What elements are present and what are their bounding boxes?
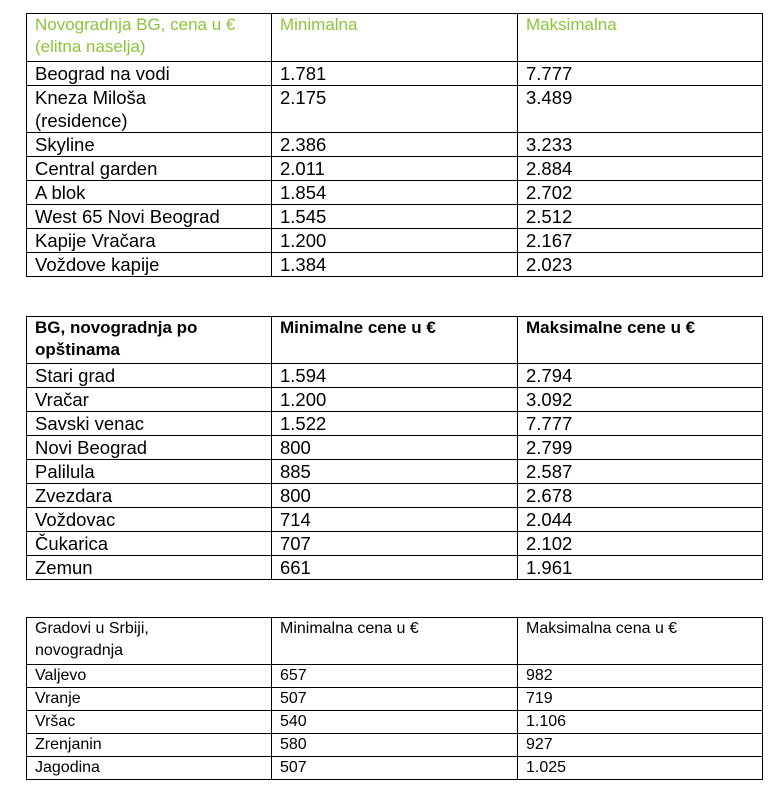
price-cell: 1.961 <box>518 556 763 580</box>
row-label: West 65 Novi Beograd <box>27 205 272 229</box>
row-label: Central garden <box>27 157 272 181</box>
price-cell: 800 <box>271 484 517 508</box>
column-header: Maksimalna <box>518 14 763 62</box>
row-label: Kneza Miloša (residence) <box>27 86 272 133</box>
price-cell: 3.092 <box>518 388 763 412</box>
price-cell: 507 <box>271 688 517 711</box>
price-cell: 1.781 <box>271 62 517 86</box>
table-row <box>27 388 763 412</box>
price-cell: 1.200 <box>271 388 517 412</box>
price-cell: 707 <box>271 532 517 556</box>
price-cell: 2.794 <box>518 364 763 388</box>
row-label: Čukarica <box>27 532 272 556</box>
table-header-row <box>27 618 763 665</box>
price-cell: 1.384 <box>271 253 517 277</box>
price-cell: 714 <box>271 508 517 532</box>
price-cell: 1.025 <box>518 757 763 780</box>
municipalities-table <box>26 316 763 580</box>
column-header: Maksimalne cene u € <box>518 317 763 364</box>
row-label: Vranje <box>27 688 272 711</box>
column-header: Minimalna cena u € <box>271 618 517 665</box>
price-cell: 7.777 <box>518 412 763 436</box>
price-cell: 3.233 <box>518 133 763 157</box>
price-cell: 1.545 <box>271 205 517 229</box>
table-row <box>27 484 763 508</box>
table-row <box>27 181 763 205</box>
row-label: Vršac <box>27 711 272 734</box>
price-cell: 2.512 <box>518 205 763 229</box>
row-label: Savski venac <box>27 412 272 436</box>
table-row <box>27 556 763 580</box>
price-cell: 7.777 <box>518 62 763 86</box>
column-header: Minimalna <box>271 14 517 62</box>
row-label: A blok <box>27 181 272 205</box>
price-cell: 1.854 <box>271 181 517 205</box>
row-label: Stari grad <box>27 364 272 388</box>
price-cell: 927 <box>518 734 763 757</box>
elite-neighborhoods-table <box>26 13 763 277</box>
table-row <box>27 86 763 133</box>
table-row <box>27 711 763 734</box>
table-row <box>27 157 763 181</box>
price-cell: 2.799 <box>518 436 763 460</box>
price-cell: 2.167 <box>518 229 763 253</box>
price-cell: 2.678 <box>518 484 763 508</box>
price-cell: 540 <box>271 711 517 734</box>
price-cell: 507 <box>271 757 517 780</box>
price-cell: 2.175 <box>271 86 517 133</box>
table-row <box>27 508 763 532</box>
table-header-row <box>27 14 763 62</box>
row-label: Zemun <box>27 556 272 580</box>
price-cell: 661 <box>271 556 517 580</box>
price-cell: 3.489 <box>518 86 763 133</box>
table-row <box>27 532 763 556</box>
row-label: Zvezdara <box>27 484 272 508</box>
price-cell: 2.044 <box>518 508 763 532</box>
price-cell: 580 <box>271 734 517 757</box>
row-label: Zrenjanin <box>27 734 272 757</box>
price-cell: 2.102 <box>518 532 763 556</box>
price-cell: 800 <box>271 436 517 460</box>
table-row <box>27 460 763 484</box>
table-row <box>27 734 763 757</box>
column-header: Minimalne cene u € <box>271 317 517 364</box>
price-cell: 2.386 <box>271 133 517 157</box>
table-row <box>27 205 763 229</box>
table-row <box>27 436 763 460</box>
row-label: Beograd na vodi <box>27 62 272 86</box>
column-header: Gradovi u Srbiji, novogradnja <box>27 618 272 665</box>
price-cell: 2.023 <box>518 253 763 277</box>
price-cell: 719 <box>518 688 763 711</box>
row-label: Kapije Vračara <box>27 229 272 253</box>
price-cell: 2.587 <box>518 460 763 484</box>
row-label: Novi Beograd <box>27 436 272 460</box>
table-row <box>27 62 763 86</box>
row-label: Jagodina <box>27 757 272 780</box>
column-header: Maksimalna cena u € <box>518 618 763 665</box>
price-cell: 1.522 <box>271 412 517 436</box>
table-row <box>27 133 763 157</box>
column-header: BG, novogradnja po opštinama <box>27 317 272 364</box>
row-label: Vračar <box>27 388 272 412</box>
row-label: Skyline <box>27 133 272 157</box>
price-cell: 657 <box>271 665 517 688</box>
table-row <box>27 253 763 277</box>
table-row <box>27 364 763 388</box>
table-row <box>27 665 763 688</box>
row-label: Voždovac <box>27 508 272 532</box>
price-cell: 885 <box>271 460 517 484</box>
table-header-row <box>27 317 763 364</box>
cities-table <box>26 617 763 780</box>
price-cell: 2.011 <box>271 157 517 181</box>
price-cell: 1.594 <box>271 364 517 388</box>
row-label: Palilula <box>27 460 272 484</box>
price-cell: 2.702 <box>518 181 763 205</box>
row-label: Valjevo <box>27 665 272 688</box>
price-cell: 2.884 <box>518 157 763 181</box>
price-cell: 1.106 <box>518 711 763 734</box>
price-cell: 1.200 <box>271 229 517 253</box>
price-cell: 982 <box>518 665 763 688</box>
table-row <box>27 412 763 436</box>
table-row <box>27 229 763 253</box>
column-header: Novogradnja BG, cena u € (elitna naselja) <box>27 14 272 62</box>
table-row <box>27 757 763 780</box>
table-row <box>27 688 763 711</box>
row-label: Voždove kapije <box>27 253 272 277</box>
